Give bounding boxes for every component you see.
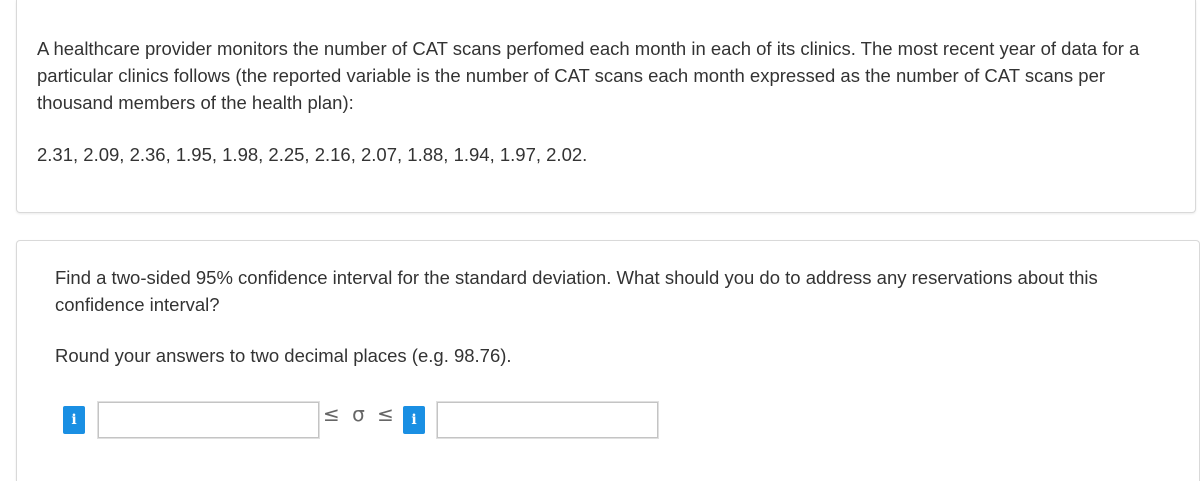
- rounding-instruction: Round your answers to two decimal places (e.g. 98.76).: [55, 345, 512, 366]
- problem-statement: A healthcare provider monitors the number of CAT scans perfomed each month in each of its clinics. The most recent year of data for a particular clinics follows (the reported variable is the number of CAT scans each month expressed as the number of CAT scans per thousand members of the health plan):: [37, 38, 1140, 113]
- lower-bound-input[interactable]: [98, 402, 319, 438]
- question-card: [16, 240, 1200, 481]
- question-text: Find a two-sided 95% confidence interval for the standard deviation. What should you do to address any reservations about this confidence interval?: [55, 267, 1098, 315]
- info-icon[interactable]: i: [63, 406, 85, 434]
- lower-bound-wrapper: [97, 401, 320, 439]
- info-icon[interactable]: i: [403, 406, 425, 434]
- upper-bound-input[interactable]: [437, 402, 658, 438]
- problem-card: [16, 0, 1196, 213]
- data-values: 2.31, 2.09, 2.36, 1.95, 1.98, 2.25, 2.16, 2.07, 1.88, 1.94, 1.97, 2.02.: [37, 144, 588, 165]
- upper-bound-wrapper: [436, 401, 659, 439]
- sigma-inequality: ≤ σ ≤: [323, 402, 397, 426]
